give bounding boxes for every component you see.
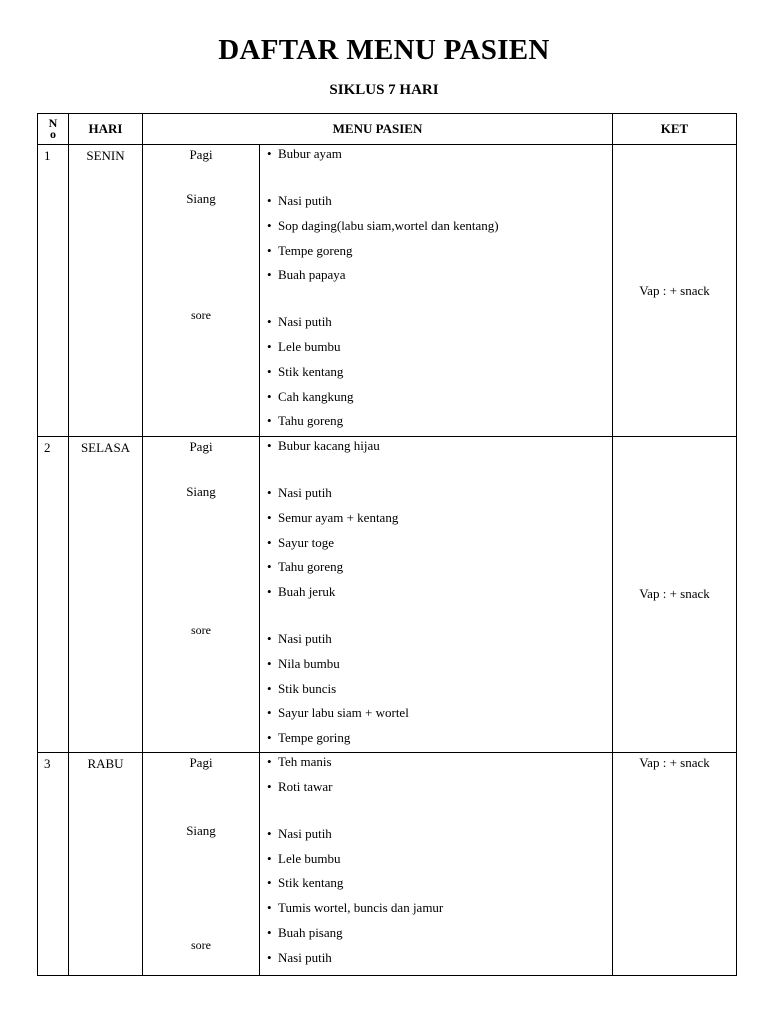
menu-item: • Lele bumbu bbox=[260, 335, 612, 360]
meal-time-pagi: Pagi bbox=[189, 439, 213, 454]
menu-item: • Stik kentang bbox=[260, 360, 612, 385]
ket-cell bbox=[613, 753, 737, 976]
menu-item: • Nasi putih bbox=[260, 189, 612, 214]
header-no bbox=[38, 114, 69, 145]
table-row bbox=[38, 145, 737, 437]
menu-item: • Stik buncis bbox=[260, 677, 612, 702]
menu-gap bbox=[260, 459, 612, 481]
header-no-line-2: o bbox=[50, 127, 56, 141]
menu-item: • Bubur ayam bbox=[260, 145, 612, 167]
ket-note: Vap : + snack bbox=[639, 586, 710, 601]
meal-time-pagi: Pagi bbox=[189, 755, 213, 770]
menu-cell bbox=[260, 437, 613, 753]
meal-time-sore: sore bbox=[191, 308, 211, 322]
menu-item: • Nila bumbu bbox=[260, 652, 612, 677]
menu-item: • Sop daging(labu siam,wortel dan kentang) bbox=[260, 214, 612, 239]
page-subtitle: SIKLUS 7 HARI bbox=[329, 82, 439, 98]
header-no-line-1: N bbox=[48, 116, 58, 130]
row-number: 3 bbox=[38, 753, 69, 976]
page-title: DAFTAR MENU PASIEN bbox=[218, 34, 550, 66]
menu-item: • Buah papaya bbox=[260, 263, 612, 288]
menu-item: • Sayur toge bbox=[260, 531, 612, 556]
menu-cell bbox=[260, 145, 613, 437]
menu-list bbox=[260, 437, 612, 751]
menu-item: • Buah pisang bbox=[260, 921, 612, 946]
ket-note: Vap : + snack bbox=[639, 755, 710, 770]
menu-item: • Nasi putih bbox=[260, 822, 612, 847]
menu-item: • Sayur labu siam + wortel bbox=[260, 701, 612, 726]
menu-item: • Tempe goring bbox=[260, 726, 612, 751]
menu-gap bbox=[260, 167, 612, 189]
menu-item: • Bubur kacang hijau bbox=[260, 437, 612, 459]
ket-cell bbox=[613, 145, 737, 437]
menu-item: • Teh manis bbox=[260, 753, 612, 775]
menu-list bbox=[260, 145, 612, 434]
menu-item: • Buah jeruk bbox=[260, 580, 612, 605]
row-number: 1 bbox=[38, 145, 69, 437]
table-header-row bbox=[38, 114, 737, 145]
header-ket: KET bbox=[613, 114, 737, 145]
menu-item: • Tahu goreng bbox=[260, 555, 612, 580]
meal-times bbox=[143, 437, 260, 753]
menu-table bbox=[37, 113, 737, 976]
menu-item: • Semur ayam + kentang bbox=[260, 506, 612, 531]
menu-item: • Nasi putih bbox=[260, 627, 612, 652]
day-name: RABU bbox=[69, 753, 143, 976]
menu-item: • Lele bumbu bbox=[260, 847, 612, 872]
menu-gap bbox=[260, 605, 612, 627]
day-name: SELASA bbox=[69, 437, 143, 753]
meal-time-siang: Siang bbox=[186, 823, 216, 838]
menu-item: • Tempe goreng bbox=[260, 239, 612, 264]
menu-cell bbox=[260, 753, 613, 976]
header-hari: HARI bbox=[69, 114, 143, 145]
menu-item: • Tahu goreng bbox=[260, 409, 612, 434]
menu-item: • Nasi putih bbox=[260, 481, 612, 506]
table-row bbox=[38, 753, 737, 976]
menu-item: • Nasi putih bbox=[260, 310, 612, 335]
meal-time-sore: sore bbox=[191, 938, 211, 952]
menu-item: • Stik kentang bbox=[260, 871, 612, 896]
header-menu: MENU PASIEN bbox=[143, 114, 613, 145]
menu-gap bbox=[260, 288, 612, 310]
menu-item: • Roti tawar bbox=[260, 775, 612, 800]
meal-time-pagi: Pagi bbox=[189, 147, 213, 162]
day-name: SENIN bbox=[69, 145, 143, 437]
menu-item: • Cah kangkung bbox=[260, 385, 612, 410]
menu-list bbox=[260, 753, 612, 971]
table-row bbox=[38, 437, 737, 753]
menu-item: • Nasi putih bbox=[260, 946, 612, 971]
ket-note: Vap : + snack bbox=[639, 283, 710, 298]
meal-time-siang: Siang bbox=[186, 484, 216, 499]
meal-time-sore: sore bbox=[191, 623, 211, 637]
meal-times bbox=[143, 753, 260, 976]
meal-times bbox=[143, 145, 260, 437]
menu-item: • Tumis wortel, buncis dan jamur bbox=[260, 896, 612, 921]
meal-time-siang: Siang bbox=[186, 191, 216, 206]
row-number: 2 bbox=[38, 437, 69, 753]
ket-cell bbox=[613, 437, 737, 753]
menu-gap bbox=[260, 800, 612, 822]
